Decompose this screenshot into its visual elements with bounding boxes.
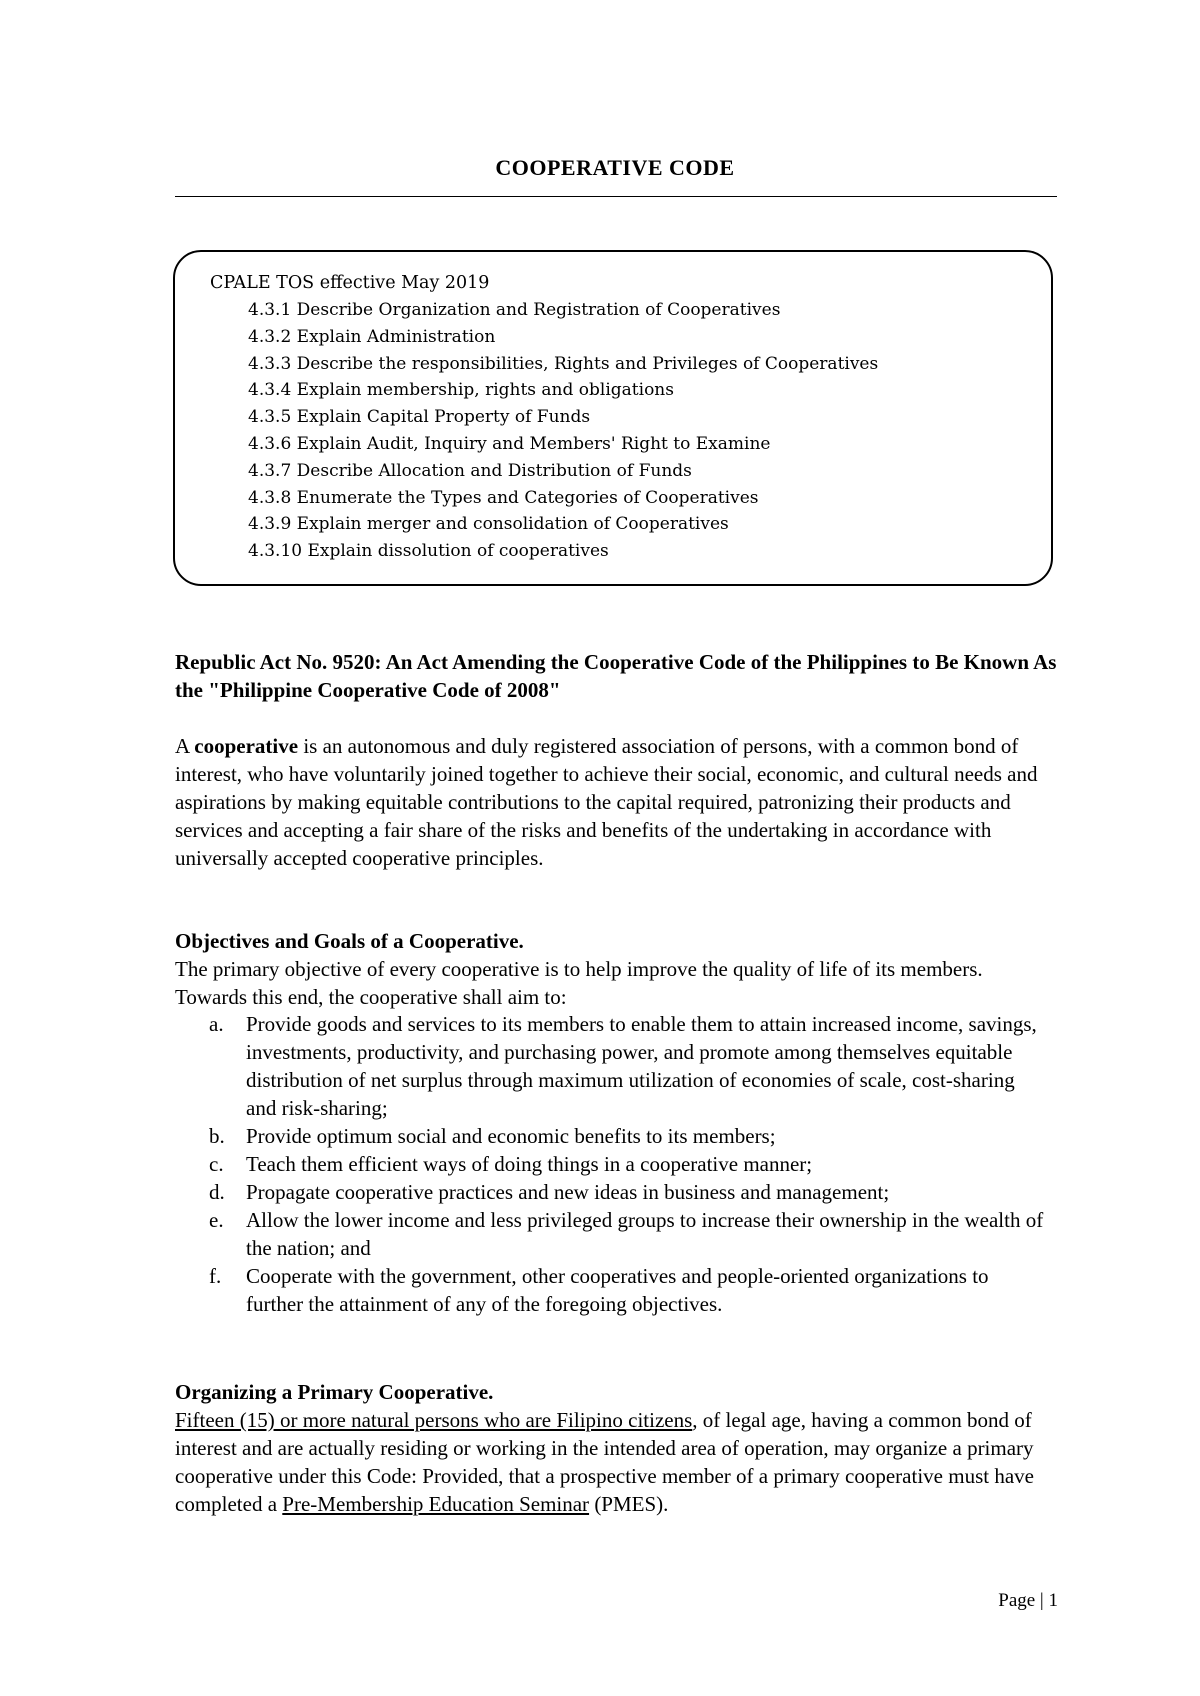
objective-text: Allow the lower income and less privileged groups to increase their ownership in the wealth of the nation; and [246, 1208, 1044, 1260]
objectives-heading [175, 927, 524, 955]
tos-item: 4.3.8 Enumerate the Types and Categories of Cooperatives [248, 487, 759, 508]
objective-item [175, 1150, 1055, 1178]
pmes-term: Pre-Membership Education Seminar [282, 1492, 590, 1516]
cooperative-definition [175, 732, 1055, 872]
objective-text: Provide optimum social and economic benefits to its members; [246, 1124, 776, 1148]
objective-item [175, 1206, 1055, 1262]
objectives-intro: The primary objective of every cooperative is to help improve the quality of life of its members. Towards this end, the cooperative shall aim to: [175, 957, 983, 1009]
objective-item [175, 1122, 1055, 1150]
objective-item [175, 1010, 1055, 1122]
list-marker: f. [209, 1264, 222, 1288]
objective-item [175, 1178, 1055, 1206]
list-marker: c. [209, 1152, 224, 1176]
tos-item: 4.3.2 Explain Administration [248, 326, 496, 347]
objectives-list [175, 1010, 1055, 1318]
definition-text: is an autonomous and duly registered association of persons, with a common bond of interest, who have voluntarily joined together to achieve their social, economic, and cultural needs and aspirations by making equitable contributions to the capital required, patronizing their products and services and accepting a fair share of the risks and benefits of the undertaking in accordance with universally accepted cooperative principles. [175, 734, 1038, 870]
objective-text: Propagate cooperative practices and new ideas in business and management; [246, 1180, 890, 1204]
tos-item: 4.3.5 Explain Capital Property of Funds [248, 407, 591, 428]
page-number: Page | 1 [998, 1590, 1058, 1611]
list-marker: a. [209, 1012, 224, 1036]
tos-item: 4.3.6 Explain Audit, Inquiry and Members' Right to Examine [248, 433, 771, 454]
organizing-heading: Organizing a Primary Cooperative. [175, 1380, 494, 1404]
objectives-heading-text: Objectives and Goals of a Cooperative [175, 929, 519, 953]
tos-item: 4.3.9 Explain merger and consolidation of Cooperatives [248, 514, 729, 535]
tos-item: 4.3.3 Describe the responsibilities, Rights and Privileges of Cooperatives [248, 353, 879, 374]
title-divider [175, 196, 1057, 197]
tos-list [248, 297, 878, 565]
tos-item: 4.3.7 Describe Allocation and Distribution of Funds [248, 460, 692, 481]
objective-item [175, 1262, 1055, 1318]
act-heading: Republic Act No. 9520: An Act Amending the Cooperative Code of the Philippines to Be Known As the "Philippine Cooperative Code of 2008" [175, 650, 1057, 702]
list-marker: d. [209, 1180, 225, 1204]
organizing-text-end: (PMES). [589, 1492, 669, 1516]
tos-heading: CPALE TOS effective May 2019 [210, 273, 490, 293]
tos-item: 4.3.1 Describe Organization and Registration of Cooperatives [248, 300, 781, 320]
organizing-underlined-lead: Fifteen (15) or more natural persons who are Filipino citizens [175, 1408, 693, 1432]
list-marker: e. [209, 1208, 224, 1232]
objectives-heading-end: . [518, 929, 524, 953]
objective-text: Cooperate with the government, other cooperatives and people-oriented organizations to further the attainment of any of the foregoing objectives. [246, 1264, 989, 1316]
definition-term: cooperative [194, 734, 299, 758]
tos-item: 4.3.4 Explain membership, rights and obligations [248, 380, 674, 401]
definition-lead: A [175, 734, 195, 758]
list-marker: b. [209, 1124, 225, 1148]
objective-text: Provide goods and services to its members to enable them to attain increased income, savings, investments, productivity, and purchasing power, and promote among themselves equitable distribution of net surplus through maximum utilization of economies of scale, cost-sharing and risk-sharing; [246, 1012, 1037, 1120]
objective-text: Teach them efficient ways of doing things in a cooperative manner; [246, 1152, 813, 1176]
tos-item: 4.3.10 Explain dissolution of cooperatives [248, 541, 609, 562]
organizing-paragraph [175, 1406, 1055, 1518]
organizing-text: , of legal age, having a common bond of interest and are actually residing or working in the intended area of operation, may organize a primary cooperative under this Code: Provided, that a prospective member of a primary cooperative must have completed a [175, 1408, 1034, 1516]
page-title: COOPERATIVE CODE [495, 155, 735, 180]
